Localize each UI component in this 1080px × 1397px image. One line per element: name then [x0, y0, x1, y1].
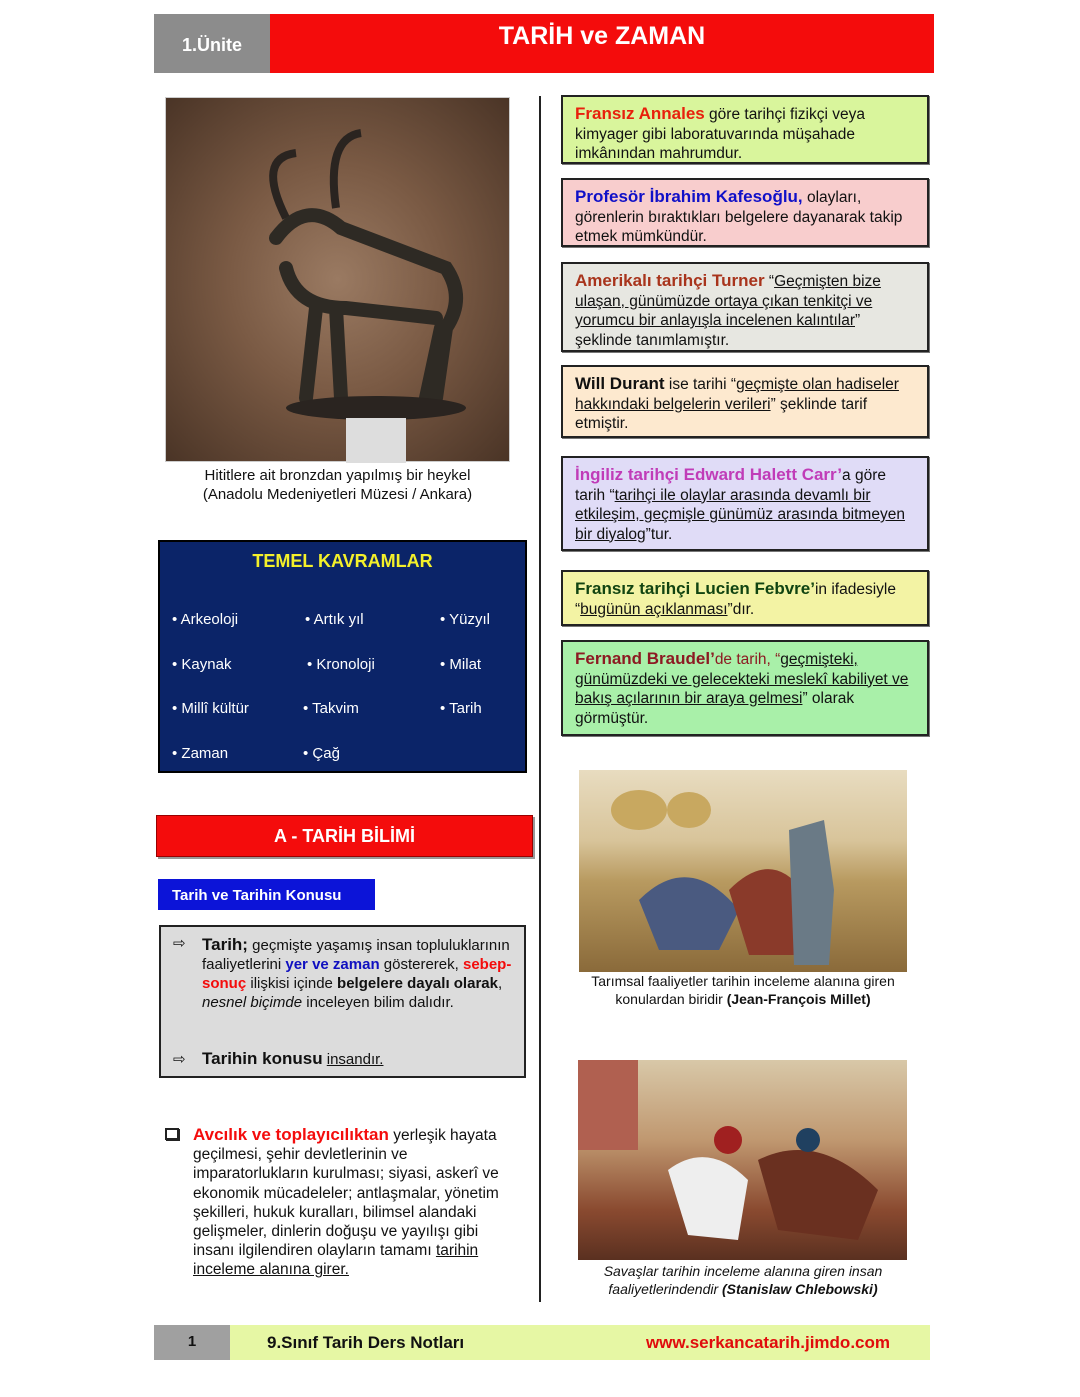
quote-text: “: [764, 273, 775, 290]
quote-text: Geçmişten bize ulaşan, günümüzde ortaya çıkan tenkitçi ve yorumcu bir anlayışla incelenen kalıntılar: [575, 273, 881, 329]
definition-box: [159, 925, 526, 1078]
quote-author: Fransız tarihçi Lucien Febvre’: [575, 579, 815, 598]
footer-bar: [230, 1325, 930, 1360]
text: geçmişte yaşamış insan topluluklarının faaliyetlerini: [202, 937, 510, 973]
quote-text: geçmişte olan hadiseler hakkındaki belgelerin verileri: [575, 376, 899, 413]
quote-text: in ifadesiyle “: [575, 581, 896, 618]
highlight: belgelere dayalı olarak: [337, 975, 498, 992]
quote-box-febvre: [561, 570, 929, 626]
quote-text: a göre tarih “: [575, 467, 886, 504]
concept-item: • Arkeoloji: [172, 611, 239, 628]
highlight: nesnel biçimde: [202, 994, 303, 1011]
photo-caption: Hititlere ait bronzdan yapılmış bir heykel: [204, 467, 471, 484]
quote-author: Fernand Braudel’: [575, 649, 715, 668]
bullet-paragraph: [193, 1125, 513, 1280]
quote-box-durant: [561, 365, 929, 438]
quote-text: geçmişteki, günümüzdeki ve gelecekteki meslekî kabiliyet ve bakış açılarının bir araya gelmesi: [575, 651, 909, 707]
bull-figure-icon: [166, 98, 511, 463]
concept-item: • Çağ: [303, 745, 340, 762]
quote-text: de tarih, “: [714, 651, 781, 668]
concept-item: • Millî kültür: [172, 700, 249, 717]
text: ,: [497, 975, 503, 992]
concept-item: • Kaynak: [172, 656, 232, 673]
quote-text: ” olarak görmüştür.: [575, 690, 855, 727]
column-divider: [539, 96, 541, 1302]
subsection-label: Tarih ve Tarihin Konusu: [158, 879, 375, 910]
page-number: 1: [154, 1325, 230, 1360]
quote-box-braudel: [561, 640, 929, 736]
term: Tarih;: [202, 935, 248, 954]
quote-author: Amerikalı tarihçi Turner: [575, 271, 765, 290]
photo-caption: Savaşlar tarihin inceleme alanına giren insan: [603, 1263, 883, 1279]
temel-kavramlar-box: [158, 540, 527, 773]
battle-painting-image: [578, 1060, 907, 1260]
footer-title: 9.Sınıf Tarih Ders Notları: [267, 1333, 465, 1352]
highlight: yer ve zaman: [285, 956, 380, 973]
text: inceleyen bilim dalıdır.: [302, 994, 454, 1011]
quote-text: olayları, görenlerin bıraktıkları belgelere dayanarak takip etmek mümkündür.: [575, 189, 903, 245]
concept-item: • Milat: [440, 656, 482, 673]
quote-author: Fransız Annales: [575, 104, 705, 123]
quote-box-turner: [561, 262, 929, 352]
text: tarihin inceleme alanına girer.: [193, 1242, 479, 1279]
page-title: TARİH ve ZAMAN: [270, 14, 934, 73]
section-heading: A - TARİH BİLİMİ: [156, 815, 533, 857]
text: ilişkisi içinde: [246, 975, 338, 992]
text: yerleşik hayata geçilmesi, şehir devletlerinin ve imparatorlukların kurulması; siyasi, askerî ve ekonomik mücadeleler; antlaşmalar, yönetim şekilleri, hukuk kuralları, bilimsel alandaki gelişmeler, dinlerin doğuşu ve yayılışı gibi insanı ilgilendiren olayların tamamı: [193, 1127, 499, 1260]
photo-caption: konulardan biridir: [615, 990, 727, 1007]
quote-text: göre tarihçi fizikçi veya kimyager gibi laboratuvarında müşahade imkânından mahrumdur.: [575, 106, 865, 162]
quote-author: Will Durant: [575, 374, 665, 393]
gleaners-painting-image: [579, 770, 907, 972]
photo-credit: (Jean-François Millet): [726, 990, 871, 1007]
concept-item: • Yüzyıl: [440, 611, 490, 628]
quote-author: Profesör İbrahim Kafesoğlu,: [575, 187, 803, 206]
quote-author: İngiliz tarihçi Edward Halett Carr’: [575, 465, 843, 484]
quote-text: bugünün açıklanması: [580, 600, 728, 618]
text: insandır.: [326, 1051, 384, 1068]
checkbox-bullet-icon: [165, 1128, 179, 1140]
arrow-icon: ⇨: [173, 1051, 186, 1068]
footer-url-link[interactable]: www.serkancatarih.jimdo.com: [645, 1333, 890, 1352]
concept-item: • Zaman: [172, 745, 229, 762]
quote-text: tarihçi ile olaylar arasında devamlı bir etkileşim, geçmişle günümüz arasında bitmeyen bir diyalog: [575, 486, 905, 543]
quote-box-kafesoglu: [561, 178, 929, 247]
concept-item: • Artık yıl: [305, 611, 364, 628]
figures-icon: [579, 770, 907, 972]
concept-item: • Takvim: [303, 700, 359, 717]
quote-box-annales: [561, 95, 929, 164]
horsemen-icon: [578, 1060, 907, 1260]
highlight: sebep-sonuç: [202, 956, 512, 992]
concept-item: • Tarih: [440, 700, 482, 717]
quote-text: ” şeklinde tarif etmiştir.: [575, 395, 868, 432]
term: Tarihin konusu: [202, 1049, 323, 1068]
concept-item: • Kronoloji: [307, 656, 375, 673]
arrow-icon: ⇨: [173, 935, 186, 952]
quote-text: ” şeklinde tanımlamıştır.: [575, 312, 861, 349]
temel-kavramlar-title: TEMEL KAVRAMLAR: [252, 551, 433, 571]
quote-text: ise tarihi “: [664, 376, 737, 393]
unit-label: 1.Ünite: [154, 14, 270, 73]
bronze-bull-statue-image: [165, 97, 510, 462]
text: göstererek,: [379, 956, 463, 973]
photo-credit: (Stanislaw Chlebowski): [722, 1280, 878, 1297]
quote-text: ”tur.: [645, 525, 673, 543]
quote-text: ”dır.: [727, 600, 755, 618]
photo-caption: Tarımsal faaliyetler tarihin inceleme alanına giren: [591, 973, 895, 989]
quote-box-carr: [561, 456, 929, 551]
photo-caption: (Anadolu Medeniyetleri Müzesi / Ankara): [202, 486, 473, 503]
highlight: Avcılık ve toplayıcılıktan: [193, 1125, 389, 1144]
photo-caption: faaliyetlerindendir: [608, 1280, 723, 1297]
